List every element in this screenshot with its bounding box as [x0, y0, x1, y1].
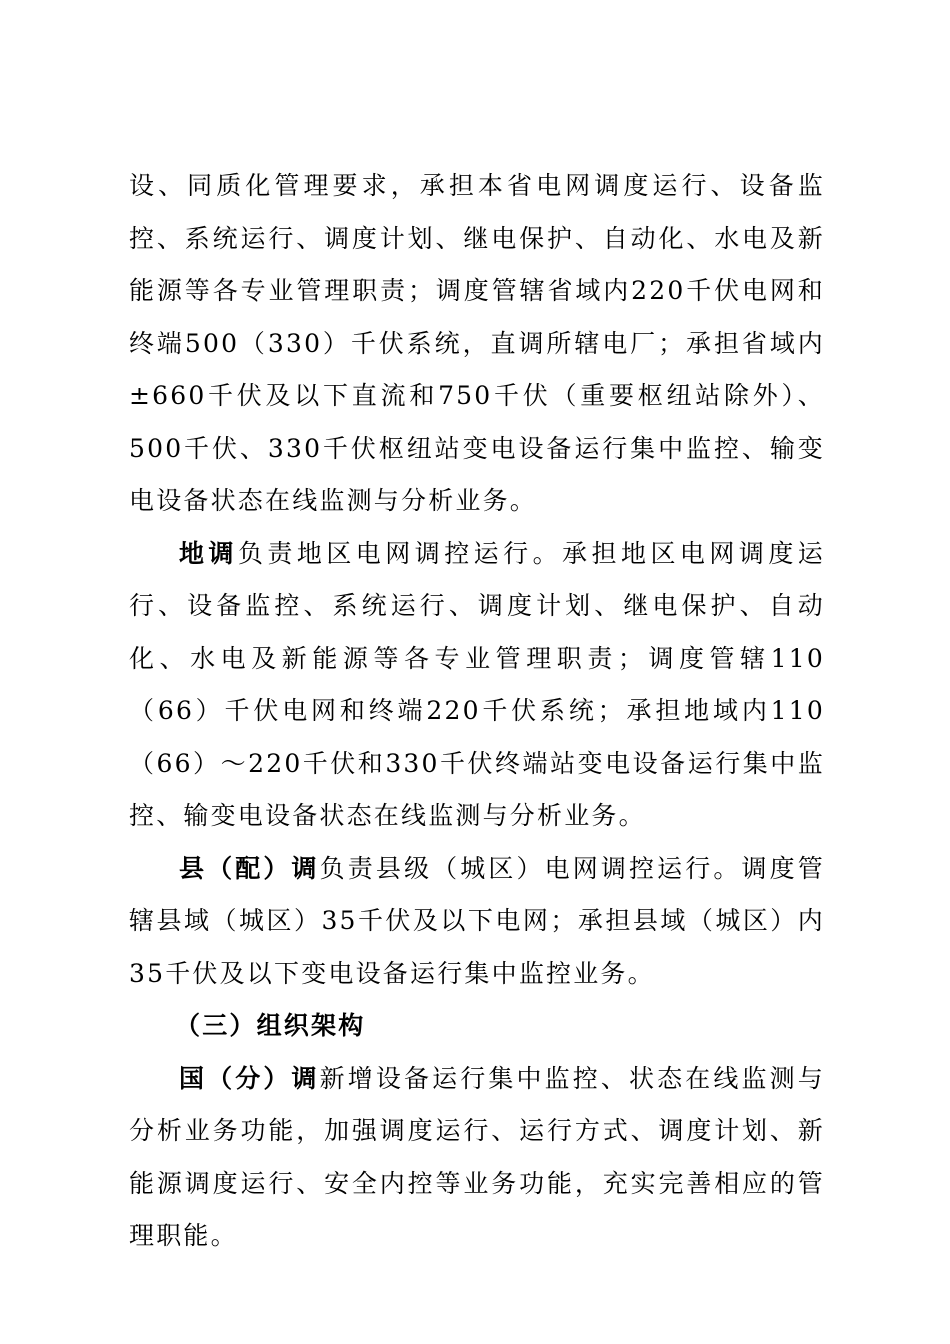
paragraph-province-dispatch — [129, 160, 825, 528]
paragraph-national-dispatch — [129, 1053, 825, 1263]
paragraph-regional-dispatch — [129, 528, 825, 843]
paragraph-text: 负责县级（城区）电网调控运行。调度管辖县域（城区）35千伏及以下电网；承担县域（城区）内35千伏及以下变电设备运行集中监控业务。 — [129, 853, 825, 988]
paragraph-lead: 国（分）调 — [179, 1063, 320, 1093]
paragraph-text: 新增设备运行集中监控、状态在线监测与分析业务功能，加强调度运行、运行方式、调度计划、新能源调度运行、安全内控等业务功能，充实完善相应的管理职能。 — [129, 1063, 825, 1250]
paragraph-text: 设、同质化管理要求，承担本省电网调度运行、设备监控、系统运行、调度计划、继电保护、自动化、水电及新能源等各专业管理职责；调度管辖省域内220千伏电网和终端500（330）千伏系统，直调所辖电厂；承担省域内±660千伏及以下直流和750千伏（重要枢纽站除外）、500千伏、330千伏枢纽站变电设备运行集中监控、输变电设备状态在线监测与分析业务。 — [129, 171, 825, 515]
paragraph-lead: 地调 — [179, 538, 238, 568]
paragraph-lead: 县（配）调 — [179, 853, 320, 883]
paragraph-text: 负责地区电网调控运行。承担地区电网调度运行、设备监控、系统运行、调度计划、继电保护、自动化、水电及新能源等各专业管理职责；调度管辖110（66）千伏电网和终端220千伏系统；承担地域内110（66）～220千伏和330千伏终端站变电设备运行集中监控、输变电设备状态在线监测与分析业务。 — [129, 538, 825, 830]
document-body — [129, 160, 825, 1263]
section-heading: （三）组织架构 — [175, 1011, 366, 1040]
paragraph-county-dispatch — [129, 843, 825, 1001]
